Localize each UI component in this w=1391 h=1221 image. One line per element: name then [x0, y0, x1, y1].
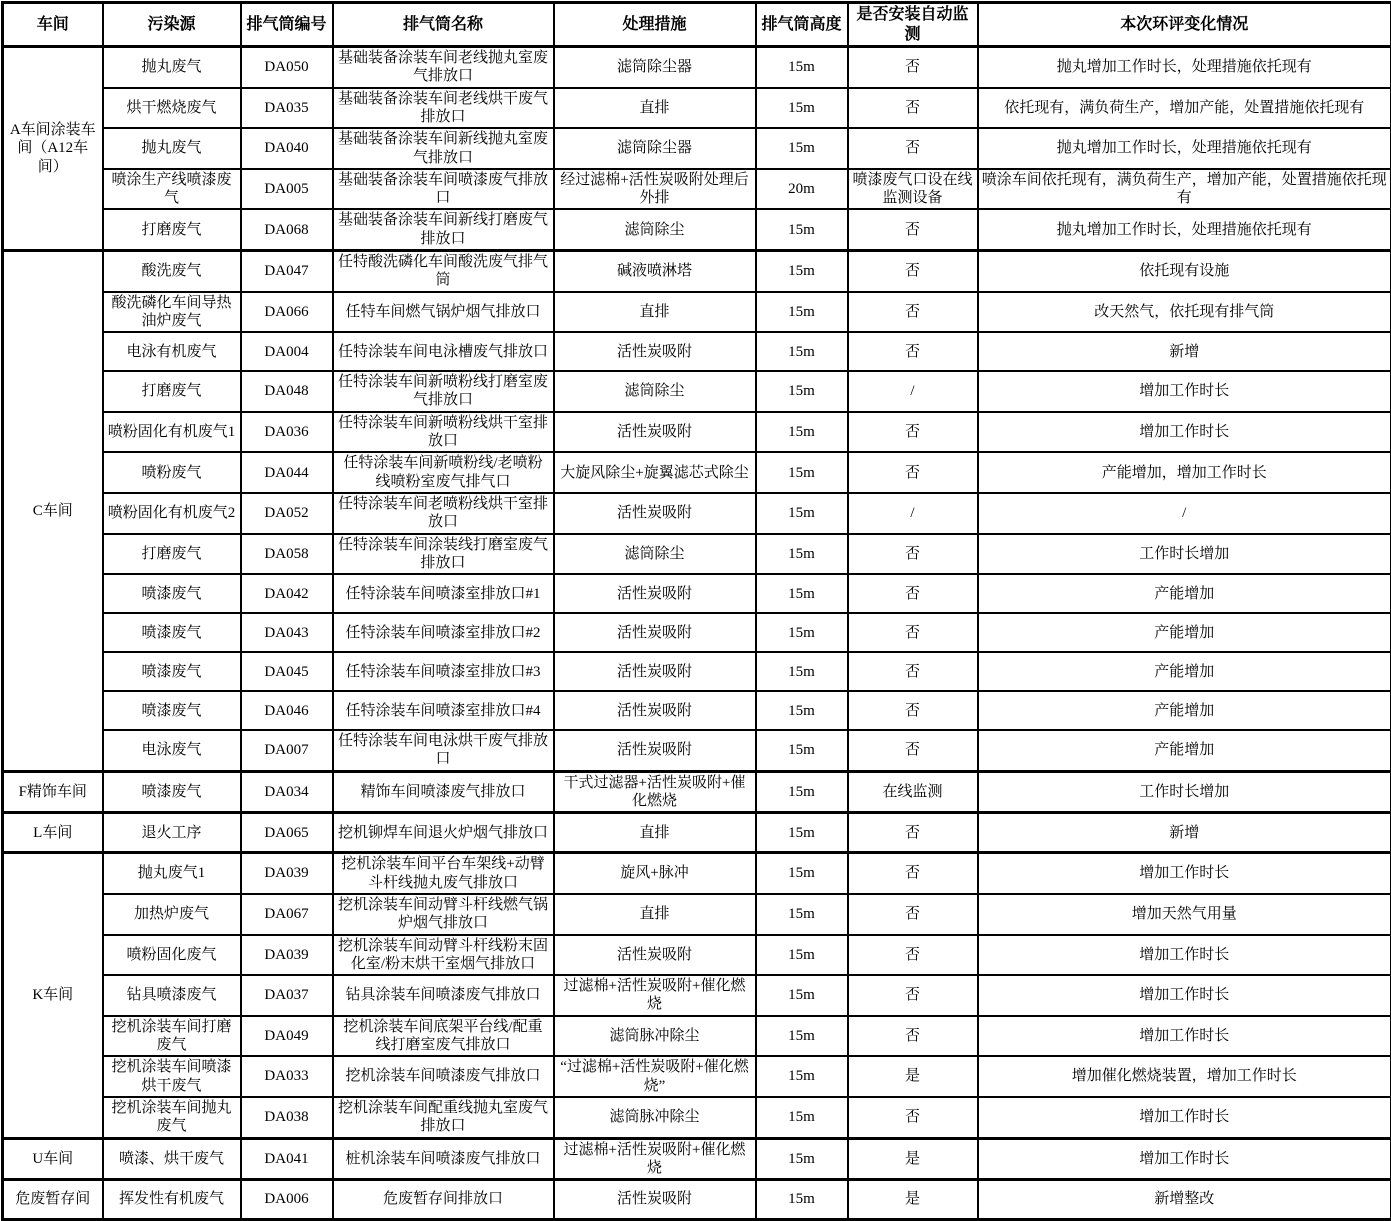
pollution-source-cell: 喷漆废气 [103, 771, 241, 813]
eia-change-cell: 增加工作时长 [978, 371, 1391, 412]
stack-code-cell: DA050 [241, 47, 333, 88]
table-row [3, 691, 1391, 730]
eia-change-cell: 增加工作时长 [978, 1138, 1391, 1180]
eia-change-cell: 增加工作时长 [978, 853, 1391, 894]
pollution-source-cell: 打磨废气 [103, 371, 241, 412]
table-row [3, 371, 1391, 412]
pollution-source-cell: 加热炉废气 [103, 894, 241, 935]
column-header-source: 污染源 [103, 3, 241, 47]
eia-change-cell: 增加工作时长 [978, 1097, 1391, 1138]
table-row [3, 935, 1391, 976]
table-row [3, 292, 1391, 333]
stack-height-cell: 15m [756, 128, 848, 169]
treatment-cell: 活性炭吸附 [554, 730, 756, 771]
treatment-cell: 活性炭吸附 [554, 574, 756, 613]
stack-name-cell: 挖机涂装车间动臂斗杆线燃气锅炉烟气排放口 [333, 894, 554, 935]
stack-name-cell: 任特涂装车间电泳槽废气排放口 [333, 332, 554, 371]
stack-height-cell: 15m [756, 452, 848, 493]
stack-height-cell: 15m [756, 209, 848, 250]
treatment-cell: 活性炭吸附 [554, 613, 756, 652]
eia-change-cell: 增加天然气用量 [978, 894, 1391, 935]
pollution-source-cell: 钻具喷漆废气 [103, 975, 241, 1016]
stack-height-cell: 15m [756, 813, 848, 853]
auto-monitor-cell: 否 [848, 332, 978, 371]
eia-change-cell: 产能增加，增加工作时长 [978, 452, 1391, 493]
treatment-cell: 滤筒脉冲除尘 [554, 1097, 756, 1138]
treatment-cell: 经过滤棉+活性炭吸附处理后外排 [554, 169, 756, 210]
treatment-cell: 直排 [554, 813, 756, 853]
stack-height-cell: 15m [756, 88, 848, 129]
stack-height-cell: 15m [756, 975, 848, 1016]
column-header-code: 排气筒编号 [241, 3, 333, 47]
table-header [3, 3, 1391, 47]
stack-height-cell: 15m [756, 292, 848, 333]
stack-height-cell: 15m [756, 493, 848, 534]
pollution-source-cell: 酸洗废气 [103, 251, 241, 292]
pollution-source-cell: 喷漆废气 [103, 574, 241, 613]
auto-monitor-cell: / [848, 493, 978, 534]
table-row [3, 771, 1391, 813]
stack-height-cell: 15m [756, 613, 848, 652]
stack-name-cell: 任特涂装车间老喷粉线烘干室排放口 [333, 493, 554, 534]
auto-monitor-cell: 否 [848, 452, 978, 493]
pollution-source-cell: 抛丸废气 [103, 128, 241, 169]
pollution-source-cell: 电泳废气 [103, 730, 241, 771]
pollution-source-cell: 抛丸废气1 [103, 853, 241, 894]
stack-height-cell: 15m [756, 1097, 848, 1138]
auto-monitor-cell: 否 [848, 975, 978, 1016]
table-row [3, 975, 1391, 1016]
stack-height-cell: 15m [756, 534, 848, 575]
stack-code-cell: DA048 [241, 371, 333, 412]
stack-name-cell: 任特车间燃气锅炉烟气排放口 [333, 292, 554, 333]
treatment-cell: 滤筒除尘 [554, 534, 756, 575]
stack-height-cell: 15m [756, 853, 848, 894]
auto-monitor-cell: 是 [848, 1180, 978, 1220]
stack-name-cell: 挖机涂装车间底架平台线/配重线打磨室废气排放口 [333, 1016, 554, 1057]
pollution-source-cell: 喷粉固化有机废气2 [103, 493, 241, 534]
stack-name-cell: 任特酸洗磷化车间酸洗废气排气筒 [333, 251, 554, 292]
pollution-source-cell: 电泳有机废气 [103, 332, 241, 371]
treatment-cell: 滤筒除尘 [554, 209, 756, 250]
stack-code-cell: DA005 [241, 169, 333, 210]
stack-height-cell: 15m [756, 894, 848, 935]
pollution-source-cell: 喷漆、烘干废气 [103, 1138, 241, 1180]
treatment-cell: 活性炭吸附 [554, 493, 756, 534]
treatment-cell: 过滤棉+活性炭吸附+催化燃烧 [554, 1138, 756, 1180]
treatment-cell: “过滤棉+活性炭吸附+催化燃烧” [554, 1056, 756, 1097]
stack-name-cell: 任特涂装车间喷漆室排放口#2 [333, 613, 554, 652]
stack-height-cell: 15m [756, 691, 848, 730]
treatment-cell: 活性炭吸附 [554, 652, 756, 691]
stack-name-cell: 危废暂存间排放口 [333, 1180, 554, 1220]
table-row [3, 652, 1391, 691]
table-row [3, 47, 1391, 88]
stack-height-cell: 15m [756, 332, 848, 371]
stack-name-cell: 基础装备涂装车间老线抛丸室废气排放口 [333, 47, 554, 88]
table-row [3, 88, 1391, 129]
table-row [3, 853, 1391, 894]
eia-change-cell: 增加工作时长 [978, 935, 1391, 976]
table-row [3, 251, 1391, 292]
pollution-source-cell: 喷漆废气 [103, 652, 241, 691]
workshop-cell: L车间 [3, 813, 103, 853]
eia-change-cell: 喷涂车间依托现有，满负荷生产，增加产能，处置措施依托现有 [978, 169, 1391, 210]
pollution-source-cell: 酸洗磷化车间导热油炉废气 [103, 292, 241, 333]
stack-name-cell: 任特涂装车间电泳烘干废气排放口 [333, 730, 554, 771]
eia-change-cell: 增加催化燃烧装置，增加工作时长 [978, 1056, 1391, 1097]
stack-name-cell: 挖机铆焊车间退火炉烟气排放口 [333, 813, 554, 853]
stack-height-cell: 15m [756, 412, 848, 453]
table-row [3, 813, 1391, 853]
treatment-cell: 活性炭吸附 [554, 332, 756, 371]
table-row [3, 613, 1391, 652]
table-row [3, 1138, 1391, 1180]
treatment-cell: 干式过滤器+活性炭吸附+催化燃烧 [554, 771, 756, 813]
stack-name-cell: 任特涂装车间新喷粉线打磨室废气排放口 [333, 371, 554, 412]
pollution-source-cell: 抛丸废气 [103, 47, 241, 88]
stack-height-cell: 15m [756, 1180, 848, 1220]
table-row [3, 128, 1391, 169]
table-row [3, 1016, 1391, 1057]
pollution-source-cell: 喷粉废气 [103, 452, 241, 493]
treatment-cell: 直排 [554, 88, 756, 129]
eia-change-cell: 工作时长增加 [978, 534, 1391, 575]
auto-monitor-cell: 否 [848, 209, 978, 250]
workshop-cell: A车间涂装车间（A12车间） [3, 47, 103, 251]
treatment-cell: 活性炭吸附 [554, 1180, 756, 1220]
stack-height-cell: 20m [756, 169, 848, 210]
table-body [3, 47, 1391, 1220]
table-row [3, 412, 1391, 453]
eia-change-cell: 产能增加 [978, 574, 1391, 613]
pollution-source-cell: 挖机涂装车间喷漆烘干废气 [103, 1056, 241, 1097]
stack-code-cell: DA034 [241, 771, 333, 813]
eia-change-cell: / [978, 493, 1391, 534]
stack-code-cell: DA037 [241, 975, 333, 1016]
stack-code-cell: DA068 [241, 209, 333, 250]
pollution-source-cell: 喷漆废气 [103, 691, 241, 730]
stack-code-cell: DA066 [241, 292, 333, 333]
treatment-cell: 直排 [554, 894, 756, 935]
eia-change-cell: 抛丸增加工作时长，处理措施依托现有 [978, 209, 1391, 250]
eia-change-cell: 产能增加 [978, 730, 1391, 771]
pollution-source-cell: 喷漆废气 [103, 613, 241, 652]
stack-code-cell: DA042 [241, 574, 333, 613]
auto-monitor-cell: 否 [848, 1016, 978, 1057]
auto-monitor-cell: 否 [848, 128, 978, 169]
eia-change-cell: 改天然气，依托现有排气筒 [978, 292, 1391, 333]
stack-name-cell: 挖机涂装车间配重线抛丸室废气排放口 [333, 1097, 554, 1138]
table-row [3, 534, 1391, 575]
stack-name-cell: 挖机涂装车间动臂斗杆线粉末固化室/粉末烘干室烟气排放口 [333, 935, 554, 976]
auto-monitor-cell: 否 [848, 292, 978, 333]
stack-code-cell: DA035 [241, 88, 333, 129]
eia-change-cell: 新增 [978, 813, 1391, 853]
eia-change-cell: 新增整改 [978, 1180, 1391, 1220]
workshop-cell: U车间 [3, 1138, 103, 1180]
stack-code-cell: DA052 [241, 493, 333, 534]
treatment-cell: 滤筒除尘 [554, 371, 756, 412]
eia-change-cell: 抛丸增加工作时长，处理措施依托现有 [978, 128, 1391, 169]
treatment-cell: 活性炭吸附 [554, 412, 756, 453]
stack-height-cell: 15m [756, 47, 848, 88]
pollution-source-cell: 喷涂生产线喷漆废气 [103, 169, 241, 210]
stack-code-cell: DA040 [241, 128, 333, 169]
auto-monitor-cell: 否 [848, 652, 978, 691]
table-row [3, 574, 1391, 613]
stack-code-cell: DA007 [241, 730, 333, 771]
pollution-source-cell: 退火工序 [103, 813, 241, 853]
stack-name-cell: 任特涂装车间喷漆室排放口#1 [333, 574, 554, 613]
pollution-source-cell: 挥发性有机废气 [103, 1180, 241, 1220]
pollution-source-cell: 打磨废气 [103, 534, 241, 575]
table-row [3, 1097, 1391, 1138]
stack-name-cell: 桩机涂装车间喷漆废气排放口 [333, 1138, 554, 1180]
pollution-source-cell: 打磨废气 [103, 209, 241, 250]
treatment-cell: 大旋风除尘+旋翼滤芯式除尘 [554, 452, 756, 493]
table-row [3, 493, 1391, 534]
eia-change-cell: 抛丸增加工作时长，处理措施依托现有 [978, 47, 1391, 88]
auto-monitor-cell: 否 [848, 730, 978, 771]
auto-monitor-cell: 否 [848, 853, 978, 894]
column-header-workshop: 车间 [3, 3, 103, 47]
auto-monitor-cell: 否 [848, 88, 978, 129]
pollution-source-cell: 喷粉固化废气 [103, 935, 241, 976]
eia-change-cell: 增加工作时长 [978, 975, 1391, 1016]
stack-code-cell: DA047 [241, 251, 333, 292]
auto-monitor-cell: 否 [848, 935, 978, 976]
column-header-treatment: 处理措施 [554, 3, 756, 47]
stack-height-cell: 15m [756, 371, 848, 412]
stack-height-cell: 15m [756, 1056, 848, 1097]
eia-change-cell: 依托现有设施 [978, 251, 1391, 292]
eia-change-cell: 增加工作时长 [978, 1016, 1391, 1057]
stack-name-cell: 任特涂装车间新喷粉线烘干室排放口 [333, 412, 554, 453]
eia-change-cell: 工作时长增加 [978, 771, 1391, 813]
stack-height-cell: 15m [756, 652, 848, 691]
stack-code-cell: DA039 [241, 853, 333, 894]
stack-code-cell: DA039 [241, 935, 333, 976]
stack-name-cell: 精饰车间喷漆废气排放口 [333, 771, 554, 813]
treatment-cell: 直排 [554, 292, 756, 333]
stack-name-cell: 挖机涂装车间平台车架线+动臂斗杆线抛丸废气排放口 [333, 853, 554, 894]
stack-code-cell: DA065 [241, 813, 333, 853]
stack-height-cell: 15m [756, 251, 848, 292]
column-header-name: 排气筒名称 [333, 3, 554, 47]
table-row [3, 894, 1391, 935]
auto-monitor-cell: 否 [848, 613, 978, 652]
stack-name-cell: 任特涂装车间喷漆室排放口#3 [333, 652, 554, 691]
stack-name-cell: 基础装备涂装车间老线烘干废气排放口 [333, 88, 554, 129]
stack-height-cell: 15m [756, 1016, 848, 1057]
auto-monitor-cell: 否 [848, 534, 978, 575]
stack-name-cell: 基础装备涂装车间新线抛丸室废气排放口 [333, 128, 554, 169]
table-row [3, 1180, 1391, 1220]
stack-code-cell: DA067 [241, 894, 333, 935]
stack-code-cell: DA049 [241, 1016, 333, 1057]
workshop-cell: 危废暂存间 [3, 1180, 103, 1220]
stack-name-cell: 钻具涂装车间喷漆废气排放口 [333, 975, 554, 1016]
stack-height-cell: 15m [756, 574, 848, 613]
auto-monitor-cell: 否 [848, 412, 978, 453]
auto-monitor-cell: 否 [848, 1097, 978, 1138]
auto-monitor-cell: 否 [848, 894, 978, 935]
eia-change-cell: 产能增加 [978, 691, 1391, 730]
column-header-height: 排气筒高度 [756, 3, 848, 47]
column-header-monitor: 是否安装自动监测 [848, 3, 978, 47]
treatment-cell: 碱液喷淋塔 [554, 251, 756, 292]
stack-code-cell: DA044 [241, 452, 333, 493]
stack-code-cell: DA045 [241, 652, 333, 691]
auto-monitor-cell: 否 [848, 691, 978, 730]
emission-stack-table [1, 1, 1391, 1221]
treatment-cell: 滤筒除尘器 [554, 47, 756, 88]
table-row [3, 452, 1391, 493]
stack-code-cell: DA041 [241, 1138, 333, 1180]
table-row [3, 209, 1391, 250]
treatment-cell: 滤筒脉冲除尘 [554, 1016, 756, 1057]
stack-code-cell: DA033 [241, 1056, 333, 1097]
treatment-cell: 活性炭吸附 [554, 935, 756, 976]
auto-monitor-cell: 是 [848, 1138, 978, 1180]
workshop-cell: F精饰车间 [3, 771, 103, 813]
treatment-cell: 过滤棉+活性炭吸附+催化燃烧 [554, 975, 756, 1016]
stack-name-cell: 任特涂装车间喷漆室排放口#4 [333, 691, 554, 730]
table-row [3, 730, 1391, 771]
table-row [3, 1056, 1391, 1097]
auto-monitor-cell: 否 [848, 574, 978, 613]
header-row [3, 3, 1391, 47]
stack-name-cell: 挖机涂装车间喷漆废气排放口 [333, 1056, 554, 1097]
stack-height-cell: 15m [756, 1138, 848, 1180]
stack-code-cell: DA038 [241, 1097, 333, 1138]
pollution-source-cell: 挖机涂装车间抛丸废气 [103, 1097, 241, 1138]
eia-change-cell: 依托现有，满负荷生产，增加产能，处置措施依托现有 [978, 88, 1391, 129]
stack-code-cell: DA006 [241, 1180, 333, 1220]
eia-change-cell: 产能增加 [978, 613, 1391, 652]
auto-monitor-cell: / [848, 371, 978, 412]
auto-monitor-cell: 喷漆废气口设在线监测设备 [848, 169, 978, 210]
stack-code-cell: DA046 [241, 691, 333, 730]
eia-change-cell: 产能增加 [978, 652, 1391, 691]
auto-monitor-cell: 否 [848, 813, 978, 853]
stack-height-cell: 15m [756, 730, 848, 771]
stack-code-cell: DA058 [241, 534, 333, 575]
eia-change-cell: 增加工作时长 [978, 412, 1391, 453]
pollution-source-cell: 烘干燃烧废气 [103, 88, 241, 129]
stack-name-cell: 任特涂装车间新喷粉线/老喷粉线喷粉室废气排气口 [333, 452, 554, 493]
pollution-source-cell: 挖机涂装车间打磨废气 [103, 1016, 241, 1057]
auto-monitor-cell: 否 [848, 47, 978, 88]
workshop-cell: K车间 [3, 853, 103, 1138]
auto-monitor-cell: 否 [848, 251, 978, 292]
table-row [3, 332, 1391, 371]
treatment-cell: 旋风+脉冲 [554, 853, 756, 894]
treatment-cell: 滤筒除尘器 [554, 128, 756, 169]
stack-code-cell: DA043 [241, 613, 333, 652]
table-row [3, 169, 1391, 210]
auto-monitor-cell: 在线监测 [848, 771, 978, 813]
stack-name-cell: 基础装备涂装车间新线打磨废气排放口 [333, 209, 554, 250]
stack-code-cell: DA036 [241, 412, 333, 453]
stack-name-cell: 任特涂装车间涂装线打磨室废气排放口 [333, 534, 554, 575]
stack-code-cell: DA004 [241, 332, 333, 371]
column-header-change: 本次环评变化情况 [978, 3, 1391, 47]
stack-height-cell: 15m [756, 935, 848, 976]
stack-height-cell: 15m [756, 771, 848, 813]
auto-monitor-cell: 是 [848, 1056, 978, 1097]
stack-name-cell: 基础装备涂装车间喷漆废气排放口 [333, 169, 554, 210]
workshop-cell: C车间 [3, 251, 103, 772]
eia-change-cell: 新增 [978, 332, 1391, 371]
treatment-cell: 活性炭吸附 [554, 691, 756, 730]
pollution-source-cell: 喷粉固化有机废气1 [103, 412, 241, 453]
